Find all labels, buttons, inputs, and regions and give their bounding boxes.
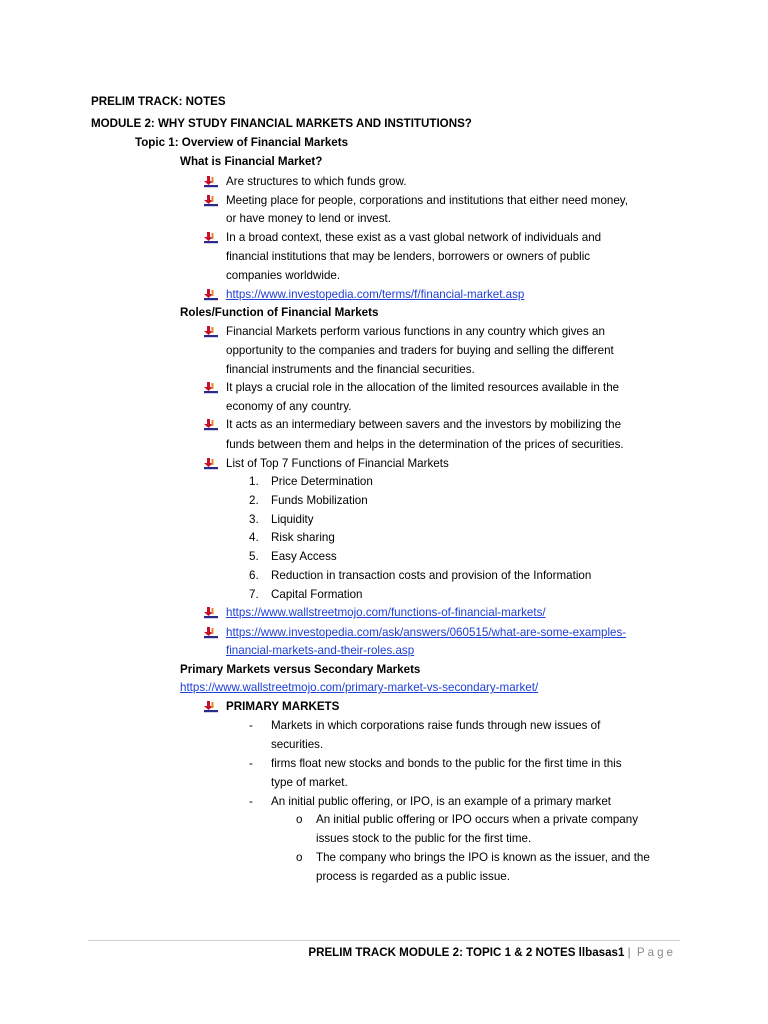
list-item: Liquidity [271,513,314,526]
bullet-text: companies worldwide. [226,269,341,282]
dash-item-text: An initial public offering, or IPO, is an example of a primary market [271,795,612,808]
list-number: 5. [249,550,259,563]
dash-bullet: - [249,795,253,808]
dash-bullet: - [249,719,253,732]
list-item: Risk sharing [271,531,335,544]
dash-item-text: type of market. [271,776,348,789]
dash-item-text: Markets in which corporations raise funds through new issues of [271,719,601,732]
list-number: 2. [249,494,259,507]
what-is-financial-market-heading: What is Financial Market? [180,155,323,168]
investopedia-examples-link[interactable]: https://www.investopedia.com/ask/answers/060515/what-are-some-examples- [226,626,627,639]
topic-1-heading: Topic 1: Overview of Financial Markets [135,136,349,149]
sub-item-text: An initial public offering or IPO occurs when a private company [316,813,638,826]
list-number: 3. [249,513,259,526]
bullet-text: Meeting place for people, corporations and institutions that either need money, [226,194,628,207]
arrow-bullet-icon [203,457,219,471]
arrow-bullet-icon [203,325,219,339]
bullet-text: In a broad context, these exist as a vast global network of individuals and [226,231,602,244]
primary-markets-label: PRIMARY MARKETS [226,700,340,713]
bullet-text: financial institutions that may be lenders, borrowers or owners of public [226,250,591,263]
dash-item-text: securities. [271,738,324,751]
heading-prelim-track: PRELIM TRACK: NOTES [91,95,226,108]
bullet-text: Are structures to which funds grow. [226,175,407,188]
circle-bullet: o [296,813,303,826]
heading-module-2: MODULE 2: WHY STUDY FINANCIAL MARKETS AND INSTITUTIONS? [91,117,472,130]
sub-item-text: issues stock to the public for the first time. [316,832,532,845]
circle-bullet: o [296,851,303,864]
list-number: 7. [249,588,259,601]
list-item: Capital Formation [271,588,363,601]
wallstreetmojo-primary-secondary-link[interactable]: https://www.wallstreetmojo.com/primary-market-vs-secondary-market/ [180,681,539,694]
arrow-bullet-icon [203,175,219,189]
footer-text: PRELIM TRACK MODULE 2: TOPIC 1 & 2 NOTES llbasas1 [308,946,628,959]
arrow-bullet-icon [203,381,219,395]
footer-separator: | [627,946,631,959]
bullet-text: List of Top 7 Functions of Financial Markets [226,457,449,470]
roles-function-heading: Roles/Function of Financial Markets [180,306,379,319]
page-footer [0,944,676,962]
arrow-bullet-icon [203,418,219,432]
list-number: 4. [249,531,259,544]
bullet-text: Financial Markets perform various functions in any country which gives an [226,325,605,338]
footer-divider [88,940,680,941]
bullet-text: financial instruments and the financial securities. [226,363,475,376]
primary-vs-secondary-heading: Primary Markets versus Secondary Markets [180,663,421,676]
arrow-bullet-icon [203,194,219,208]
investopedia-examples-link-cont[interactable]: financial-markets-and-their-roles.asp [226,644,415,657]
list-item: Easy Access [271,550,337,563]
list-number: 6. [249,569,259,582]
bullet-text: It acts as an intermediary between savers and the investors by mobilizing the [226,418,622,431]
sub-item-text: process is regarded as a public issue. [316,870,510,883]
list-item: Reduction in transaction costs and provision of the Information [271,569,592,582]
bullet-text: or have money to lend or invest. [226,212,391,225]
wallstreetmojo-functions-link[interactable]: https://www.wallstreetmojo.com/functions-of-financial-markets/ [226,606,546,619]
arrow-bullet-icon [203,288,219,302]
footer-page-label: Page [630,946,676,959]
bullet-text: funds between them and helps in the determination of the prices of securities. [226,438,624,451]
bullet-text: economy of any country. [226,400,352,413]
dash-item-text: firms float new stocks and bonds to the public for the first time in this [271,757,622,770]
sub-item-text: The company who brings the IPO is known as the issuer, and the [316,851,650,864]
arrow-bullet-icon [203,700,219,714]
arrow-bullet-icon [203,626,219,640]
bullet-text: opportunity to the companies and traders for buying and selling the different [226,344,614,357]
bullet-text: It plays a crucial role in the allocation of the limited resources available in the [226,381,620,394]
arrow-bullet-icon [203,606,219,620]
dash-bullet: - [249,757,253,770]
list-number: 1. [249,475,259,488]
arrow-bullet-icon [203,231,219,245]
list-item: Price Determination [271,475,373,488]
investopedia-financial-market-link[interactable]: https://www.investopedia.com/terms/f/financial-market.asp [226,288,525,301]
list-item: Funds Mobilization [271,494,368,507]
